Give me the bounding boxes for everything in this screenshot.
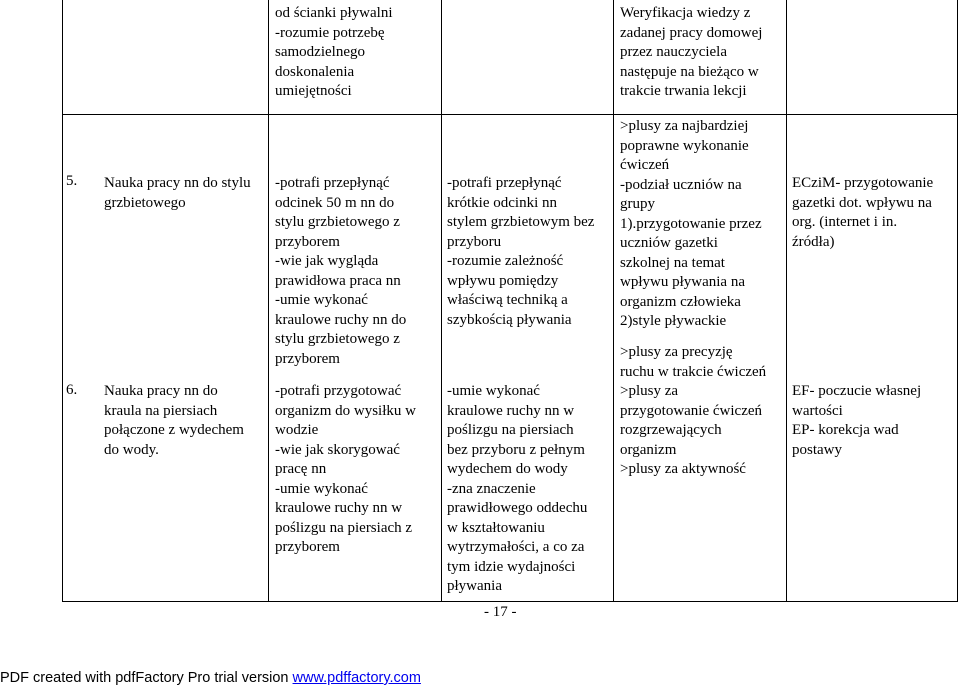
table-border-bottom	[62, 601, 958, 602]
lesson-5-operational-goals: -potrafi przepłynąć odcinek 50 m nn do stylu grzbietowego z przyborem -wie jak wygląda prawidłowa praca nn -umie wykonać kraulowe ruchy nn do stylu grzbietowego z przyborem	[275, 175, 407, 367]
table-row-divider	[62, 114, 958, 115]
lesson-5-topic: Nauka pracy nn do stylu grzbietowego	[104, 175, 251, 211]
pdf-footer-text: PDF created with pdfFactory Pro trial version	[0, 670, 293, 686]
table-column-divider-1	[268, 0, 269, 602]
table-column-divider-4	[786, 0, 787, 602]
lesson-6-topic: Nauka pracy nn do kraula na piersiach połączone z wydechem do wody.	[104, 383, 244, 458]
top-row-verification-cell: Weryfikacja wiedzy z zadanej pracy domowej przez nauczyciela następuje na bieżąco w trakcie trwania lekcji	[620, 5, 763, 99]
lesson-5-requirements: -potrafi przepłynąć krótkie odcinki nn stylem grzbietowym bez przyboru -rozumie zależność wpływu pomiędzy właściwą techniką a szybkością pływania	[447, 175, 595, 328]
page-number: - 17 -	[484, 604, 517, 620]
table-border-right	[957, 0, 958, 602]
table-column-divider-3	[613, 0, 614, 602]
lesson-5-cross-curricular: ECziM- przygotowanie gazetki dot. wpływu na org. (internet i in. źródła)	[792, 175, 934, 250]
lesson-6-requirements: -umie wykonać kraulowe ruchy nn w poślizgu na piersiach bez przyboru z pełnym wydechem do wody -zna znaczenie prawidłowego oddechu w kształtowaniu wytrzymałości, a co za tym idzie wydajności pływania	[447, 383, 588, 594]
lesson-5-assessment: >plusy za najbardziej poprawne wykonanie ćwiczeń -podział uczniów na grupy 1).przygotowanie przez uczniów gazetki szkolnej na temat wpływu pływania na organizm człowieka 2)style pływackie	[620, 118, 762, 329]
lesson-5-number: 5.	[66, 173, 78, 189]
table-column-divider-2	[441, 0, 442, 602]
lesson-6-number: 6.	[66, 382, 78, 398]
lesson-6-assessment: >plusy za precyzję ruchu w trakcie ćwiczeń >plusy za przygotowanie ćwiczeń rozgrzewających organizm >plusy za aktywność	[620, 344, 767, 477]
pdffactory-link[interactable]: www.pdffactory.com	[292, 670, 421, 686]
table-border-left	[62, 0, 63, 602]
pdf-footer	[0, 669, 421, 687]
top-row-skills-cell: od ścianki pływalni -rozumie potrzebę samodzielnego doskonalenia umiejętności	[275, 5, 393, 99]
lesson-6-operational-goals: -potrafi przygotować organizm do wysiłku w wodzie -wie jak skorygować pracę nn -umie wykonać kraulowe ruchy nn w poślizgu na piersiach z przyborem	[275, 383, 416, 555]
lesson-6-cross-curricular: EF- poczucie własnej wartości EP- korekcja wad postawy	[792, 383, 922, 458]
